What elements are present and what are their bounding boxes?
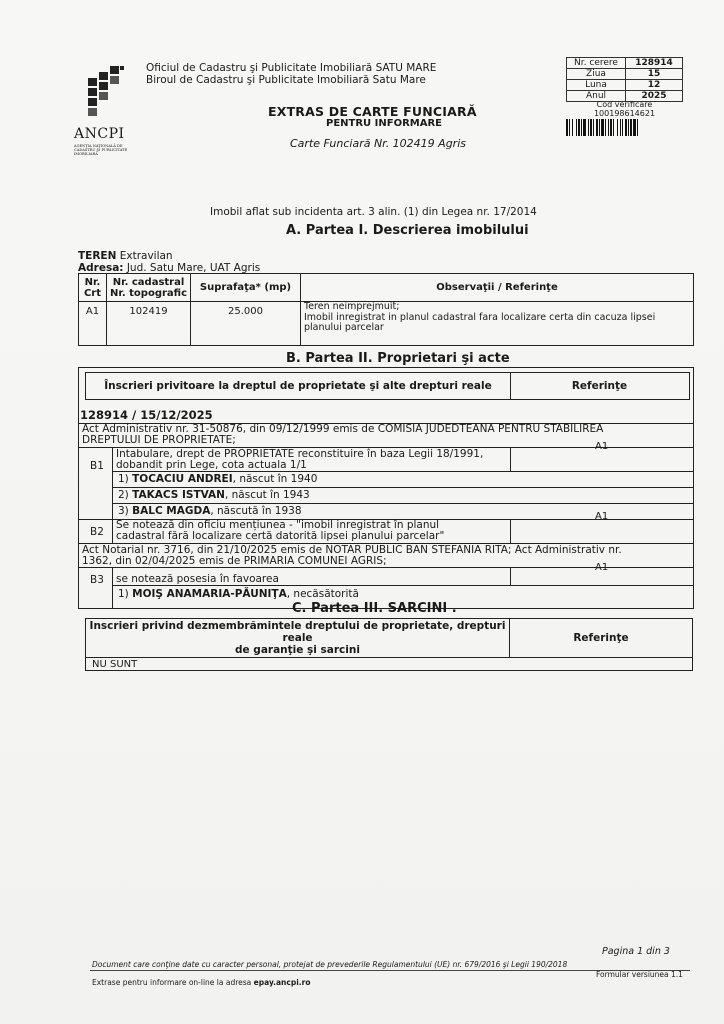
b1-owner-2	[118, 490, 310, 501]
verification-code	[566, 100, 683, 118]
obs-line: Imobil inregistrat in planul cadastral fara localizare certa din cacuza lipsei	[304, 311, 656, 323]
footer-online	[92, 978, 310, 987]
col-header-cadastral: Nr. cadastral Nr. topografic	[107, 274, 191, 302]
carte-funciara-number: Carte Funciară Nr. 102419 Agris	[290, 137, 466, 150]
document-title: EXTRAS DE CARTE FUNCIARĂ	[268, 104, 477, 119]
b1-owner-1	[118, 474, 317, 485]
divider	[112, 519, 113, 543]
request-value: 128914	[626, 58, 683, 69]
verification-number: 100198614621	[593, 109, 656, 118]
b3-code: B3	[90, 574, 104, 586]
section-a-title: A. Partea I. Descrierea imobilului	[286, 223, 529, 238]
section-b-header-left: Înscrieri privitoare la dreptul de proprietate şi alte drepturi reale	[86, 373, 511, 399]
request-value: 2025	[626, 91, 683, 102]
cell-nr: A1	[79, 302, 107, 346]
section-c-table	[85, 618, 693, 671]
b1-ref: A1	[595, 441, 609, 452]
owner-num: 1)	[118, 473, 129, 485]
barcode-bar	[620, 119, 621, 136]
request-key: Ziua	[567, 69, 626, 80]
barcode-bar	[576, 119, 577, 136]
section-c-header-right: Referinţe	[510, 619, 693, 658]
barcode-bar	[637, 119, 638, 136]
owner-num: 1)	[118, 588, 129, 600]
barcode-bar	[590, 119, 592, 136]
barcode-bar	[578, 119, 580, 136]
barcode-bar	[617, 119, 618, 136]
barcode-bar	[628, 119, 629, 136]
section-c-header-left	[86, 619, 510, 658]
request-key: Anul	[567, 91, 626, 102]
act1-line-2: DREPTULUI DE PROPRIETATE;	[82, 434, 236, 446]
request-row	[567, 58, 683, 69]
section-b-header	[85, 372, 690, 400]
adresa-value: Jud. Satu Mare, UAT Agris	[126, 262, 261, 274]
owner-name: MOIŞ ANAMARIA-PĂUNIŢA	[132, 588, 287, 600]
adresa-label: Adresa:	[78, 262, 124, 274]
barcode-bar	[633, 119, 636, 136]
owner-name: BALC MAGDA	[132, 505, 211, 517]
owner-name: TOCACIU ANDREI	[132, 473, 233, 485]
teren-label: TEREN	[78, 250, 117, 262]
b3-text: se notează posesia în favoarea	[116, 573, 279, 585]
document-subtitle: PENTRU INFORMARE	[326, 118, 442, 129]
request-row	[567, 80, 683, 91]
request-row	[567, 69, 683, 80]
request-key: Nr. cerere	[567, 58, 626, 69]
barcode-bar	[581, 119, 582, 136]
col-header-nr: Nr. Crt	[79, 274, 107, 302]
divider	[112, 503, 693, 504]
barcode-bar	[569, 119, 570, 136]
barcode-bar	[608, 119, 609, 136]
divider	[112, 585, 693, 586]
verification-label: Cod verificare	[596, 100, 653, 109]
owner-name: TAKACS ISTVAN	[132, 489, 225, 501]
table-header-row	[79, 274, 694, 302]
b2-text-line-1: Se notează din oficiu mențiunea - "imobil inregistrat în planul	[116, 519, 440, 531]
section-c-title: C. Partea III. SARCINI .	[292, 601, 457, 616]
footer-url: epay.ancpi.ro	[253, 978, 311, 987]
obs-line: planului parcelar	[304, 322, 384, 333]
owner-detail: , născut în 1943	[224, 489, 310, 501]
header-line: de garanţie şi sarcini	[235, 644, 360, 656]
teren-info	[78, 250, 260, 274]
b1-text-line-2: dobandit prin Lege, cota actuala 1/1	[116, 459, 307, 471]
table-row	[86, 658, 693, 671]
table-header-row	[86, 619, 693, 658]
b1-text-line-1: Intabulare, drept de PROPRIETATE reconstituire în baza Legii 18/1991,	[116, 448, 484, 460]
divider	[510, 519, 511, 543]
owner-detail: , născut în 1940	[232, 473, 318, 485]
request-value: 12	[626, 80, 683, 91]
divider	[510, 447, 511, 471]
owner-num: 3)	[118, 505, 129, 517]
request-key: Luna	[567, 80, 626, 91]
barcode-bar	[625, 119, 627, 136]
barcode-bar	[588, 119, 589, 136]
barcode-bar	[630, 119, 632, 136]
logo-text: ANCPI	[74, 126, 125, 142]
inscriere-id: 128914 / 15/12/2025	[80, 408, 213, 422]
barcode-bar	[605, 119, 606, 136]
barcode-bar	[566, 119, 568, 136]
owner-detail: , născută în 1938	[210, 505, 302, 517]
cell-observatii	[301, 302, 694, 346]
header-line: Inscrieri privind dezmembrămintele dreptului de proprietate, drepturi reale	[89, 620, 506, 644]
obs-line: Teren neimprejmuit;	[304, 301, 400, 312]
barcode-bar	[596, 119, 598, 136]
b2-text-line-2: cadastral fără localizare certă datorită lipsei planului parcelar"	[116, 530, 445, 542]
request-info-box	[566, 57, 683, 102]
office-line-2: Biroul de Cadastru şi Publicitate Imobiliară Satu Mare	[146, 74, 426, 86]
ancpi-logo	[74, 64, 144, 157]
act2-line-2: 1362, din 02/04/2025 emis de PRIMARIA COMUNEI AGRIS;	[82, 555, 387, 567]
logo-subtext: AGENŢIA NAŢIONALĂ DE CADASTRU ŞI PUBLICITATE IMOBILIARĂ	[74, 144, 128, 157]
office-line-1: Oficiul de Cadastru şi Publicitate Imobiliară SATU MARE	[146, 62, 437, 74]
act2-line-1: Act Notarial nr. 3716, din 21/10/2025 emis de NOTAR PUBLIC BAN STEFANIA RITA; Act Administrativ nr.	[82, 544, 622, 556]
b3-ref: A1	[595, 562, 609, 573]
divider	[510, 567, 511, 585]
teren-value: Extravilan	[119, 250, 173, 262]
cell-suprafata: 25.000	[191, 302, 301, 346]
page-number: Pagina 1 din 3	[602, 946, 670, 957]
divider	[112, 487, 693, 488]
b2-code: B2	[90, 526, 104, 538]
barcode-bar	[593, 119, 594, 136]
divider	[112, 471, 693, 472]
incidenta-note: Imobil aflat sub incidenta art. 3 alin. (1) din Legea nr. 17/2014	[210, 206, 537, 218]
section-b-title: B. Partea II. Proprietari şi acte	[286, 351, 510, 366]
barcode-bar	[583, 119, 586, 136]
barcode-bar	[599, 119, 600, 136]
col-header-suprafata: Suprafaţa* (mp)	[191, 274, 301, 302]
act1-line-1: Act Administrativ nr. 31-50876, din 09/12/1999 emis de COMISIA JUDEDTEANA PENTRU STABILIREA	[82, 423, 604, 435]
owner-num: 2)	[118, 489, 129, 501]
cell-cadastral: 102419	[107, 302, 191, 346]
barcode-bar	[613, 119, 614, 136]
footer-prefix: Extrase pentru informare on-line la adresa	[92, 978, 252, 987]
col-header-observatii: Observaţii / Referinţe	[301, 274, 694, 302]
privacy-note: Document care conţine date cu caracter personal, protejat de prevederile Regulamentului (UE) nr. 679/2016 şi Legii 190/2018	[92, 960, 568, 969]
ancpi-logo-mark-icon	[80, 64, 126, 120]
section-b-header-right: Referinţe	[571, 380, 628, 392]
b1-owner-3	[118, 506, 302, 517]
form-version: Formular versiunea 1.1	[596, 970, 683, 979]
divider	[112, 567, 113, 609]
office-block	[146, 62, 436, 86]
b2-ref: A1	[595, 511, 609, 522]
barcode-bar	[610, 119, 612, 136]
divider	[112, 447, 113, 523]
b3-owner-1	[118, 589, 359, 600]
owner-detail: , necăsătorită	[286, 588, 359, 600]
request-value: 15	[626, 69, 683, 80]
barcode-bar	[572, 119, 573, 136]
b1-code: B1	[90, 460, 104, 472]
section-a-table	[78, 273, 694, 346]
barcode-icon	[566, 119, 682, 136]
barcode-bar	[622, 119, 623, 136]
barcode-bar	[601, 119, 604, 136]
table-row	[79, 302, 694, 346]
sarcini-value: NU SUNT	[86, 658, 693, 671]
